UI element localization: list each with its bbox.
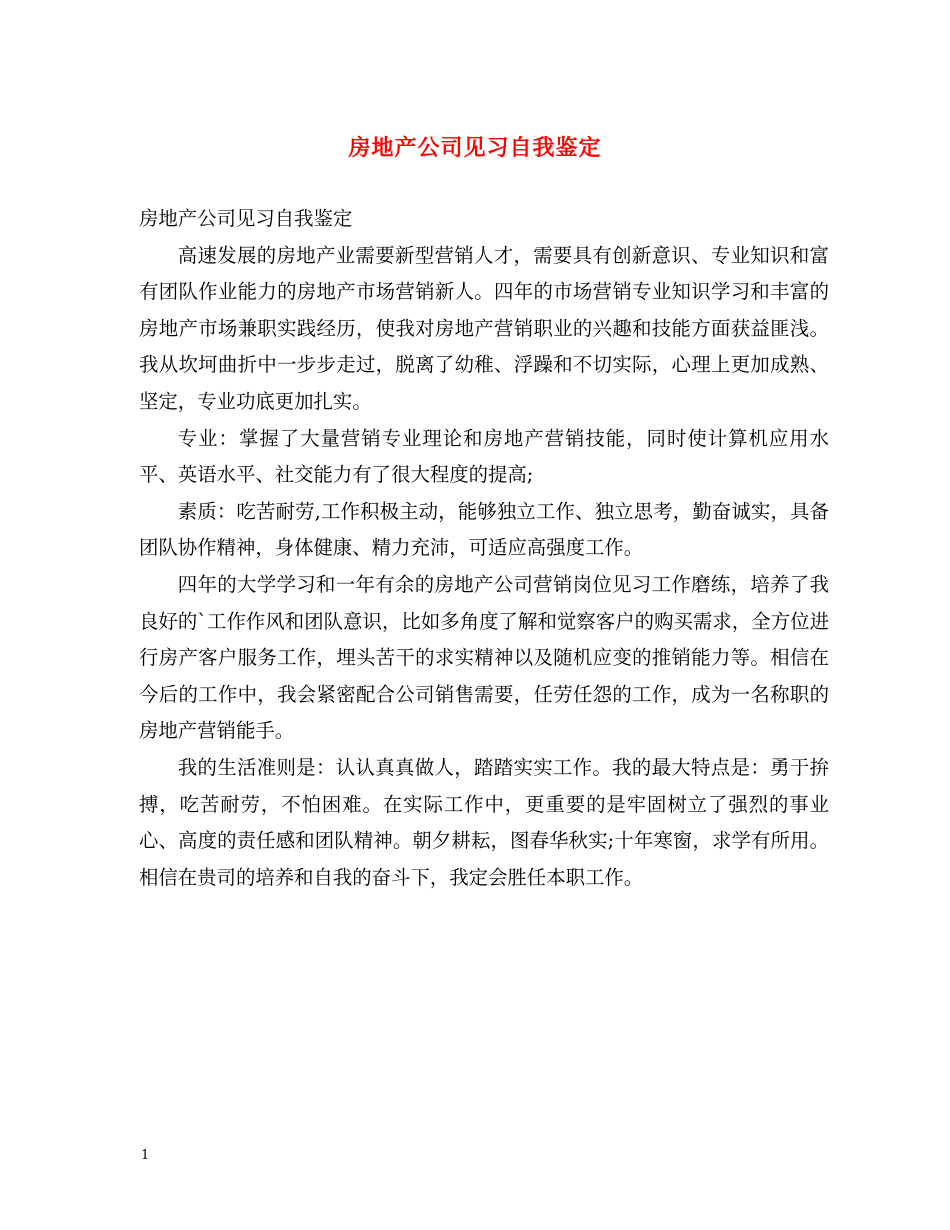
page-number: 1: [141, 1148, 150, 1163]
paragraph-professional: 专业：掌握了大量营销专业理论和房地产营销技能，同时使计算机应用水平、英语水平、社交能力有了很大程度的提高;: [139, 426, 829, 487]
document-body: [139, 201, 829, 896]
document-title: 房地产公司见习自我鉴定: [348, 135, 602, 161]
paragraph-intro: 高速发展的房地产业需要新型营销人才，需要具有创新意识、专业知识和富有团队作业能力的房地产市场营销新人。四年的市场营销专业知识学习和丰富的房地产市场兼职实践经历，使我对房地产营销职业的兴趣和技能方面获益匪浅。我从坎坷曲折中一步步走过，脱离了幼稚、浮躁和不切实际，心理上更加成熟、坚定，专业功底更加扎实。: [139, 243, 829, 413]
paragraph-qualities: 素质：吃苦耐劳,工作积极主动，能够独立工作、独立思考，勤奋诚实，具备团队协作精神，身体健康、精力充沛，可适应高强度工作。: [139, 499, 829, 560]
paragraph-life-principles: 我的生活准则是：认认真真做人，踏踏实实工作。我的最大特点是：勇于拚搏，吃苦耐劳，不怕困难。在实际工作中，更重要的是牢固树立了强烈的事业心、高度的责任感和团队精神。朝夕耕耘，图春华秋实;十年寒窗，求学有所用。相信在贵司的培养和自我的奋斗下，我定会胜任本职工作。: [139, 755, 829, 889]
paragraph-experience: 四年的大学学习和一年有余的房地产公司营销岗位见习工作磨练，培养了我良好的`工作作风和团队意识，比如多角度了解和觉察客户的购买需求，全方位进行房产客户服务工作，埋头苦干的求实精神以及随机应变的推销能力等。相信在今后的工作中，我会紧密配合公司销售需要，任劳任怨的工作，成为一名称职的房地产营销能手。: [139, 572, 829, 743]
document-subtitle: 房地产公司见习自我鉴定: [139, 207, 353, 230]
